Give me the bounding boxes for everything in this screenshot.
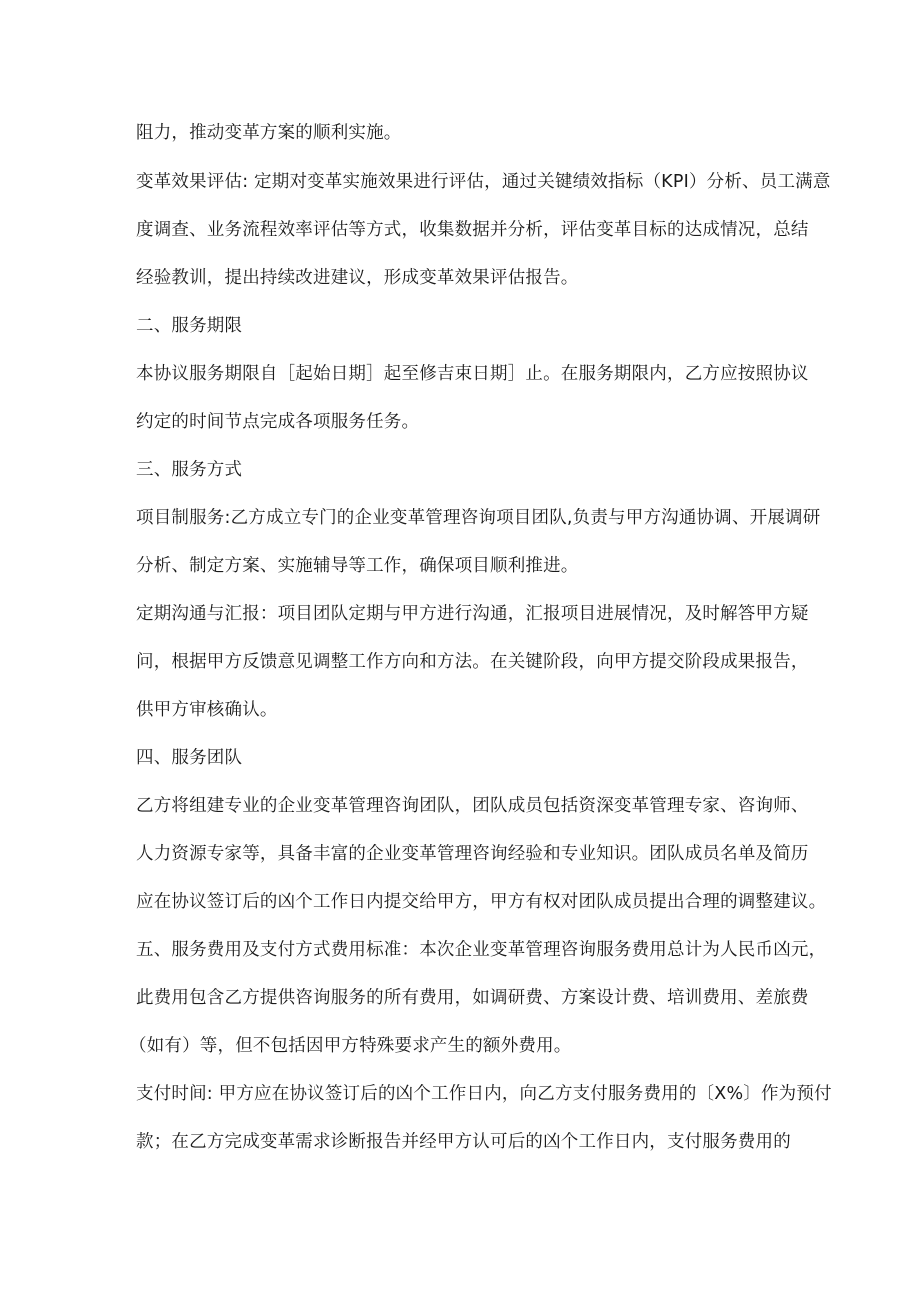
- text-line: 问，根据甲方反馈意见调整工作方向和方法。在关键阶段，向甲方提交阶段成果报告，: [136, 652, 809, 672]
- text-line: 乙方将组建专业的企业变革管理咨询团队，团队成员包括资深变革管理专家、咨询师、: [136, 796, 809, 816]
- text-line: 供甲方审核确认。: [136, 700, 278, 720]
- text-line: 此费用包含乙方提供咨询服务的所有费用，如调研费、方案设计费、培训费用、差旅费: [136, 988, 809, 1008]
- text-line: 应在协议签订后的凶个工作日内提交给甲方，甲方有权对团队成员提出合理的调整建议。: [136, 892, 827, 912]
- text-line: 定期沟通与汇报：项目团队定期与甲方进行沟通，汇报项目进展情况，及时解答甲方疑: [136, 604, 809, 624]
- text-line: 人力资源专家等，具备丰富的企业变革管理咨询经验和专业知识。团队成员名单及简历: [136, 844, 809, 864]
- text-line: 度调查、业务流程效率评估等方式，收集数据并分析，评估变革目标的达成情况，总结: [136, 220, 809, 240]
- text-line: 项目制服务:乙方成立专门的企业变革管理咨询项目团队,负责与甲方沟通协调、开展调研: [136, 508, 821, 528]
- section-heading: 三、服务方式: [136, 460, 243, 480]
- text-line: 支付时间: 甲方应在协议签订后的凶个工作日内，向乙方支付服务费用的〔X%〕作为预付: [136, 1084, 832, 1104]
- text-line: 本协议服务期限自［起始日期］起至修吉束日期］止。在服务期限内，乙方应按照协议: [136, 364, 809, 384]
- text-line: 变革效果评估: 定期对变革实施效果进行评估，通过关键绩效指标（KPI）分析、员工满意: [136, 172, 831, 192]
- text-line: 分析、制定方案、实施辅导等工作，确保项目顺利推进。: [136, 556, 579, 576]
- section-heading: 二、服务期限: [136, 316, 243, 336]
- text-line: 经验教训，提出持续改进建议，形成变革效果评估报告。: [136, 268, 579, 288]
- text-line: 阻力，推动变革方案的顺利实施。: [136, 123, 402, 143]
- text-line: 约定的时间节点完成各项服务任务。: [136, 412, 420, 432]
- text-line: 款；在乙方完成变革需求诊断报告并经甲方认可后的凶个工作日内，支付服务费用的: [136, 1132, 791, 1152]
- section-heading: 四、服务团队: [136, 748, 243, 768]
- text-line: 五、服务费用及支付方式费用标准：本次企业变革管理咨询服务费用总计为人民币凶元，: [136, 940, 827, 960]
- text-line: （如有）等，但不包括因甲方特殊要求产生的额外费用。: [129, 1036, 572, 1056]
